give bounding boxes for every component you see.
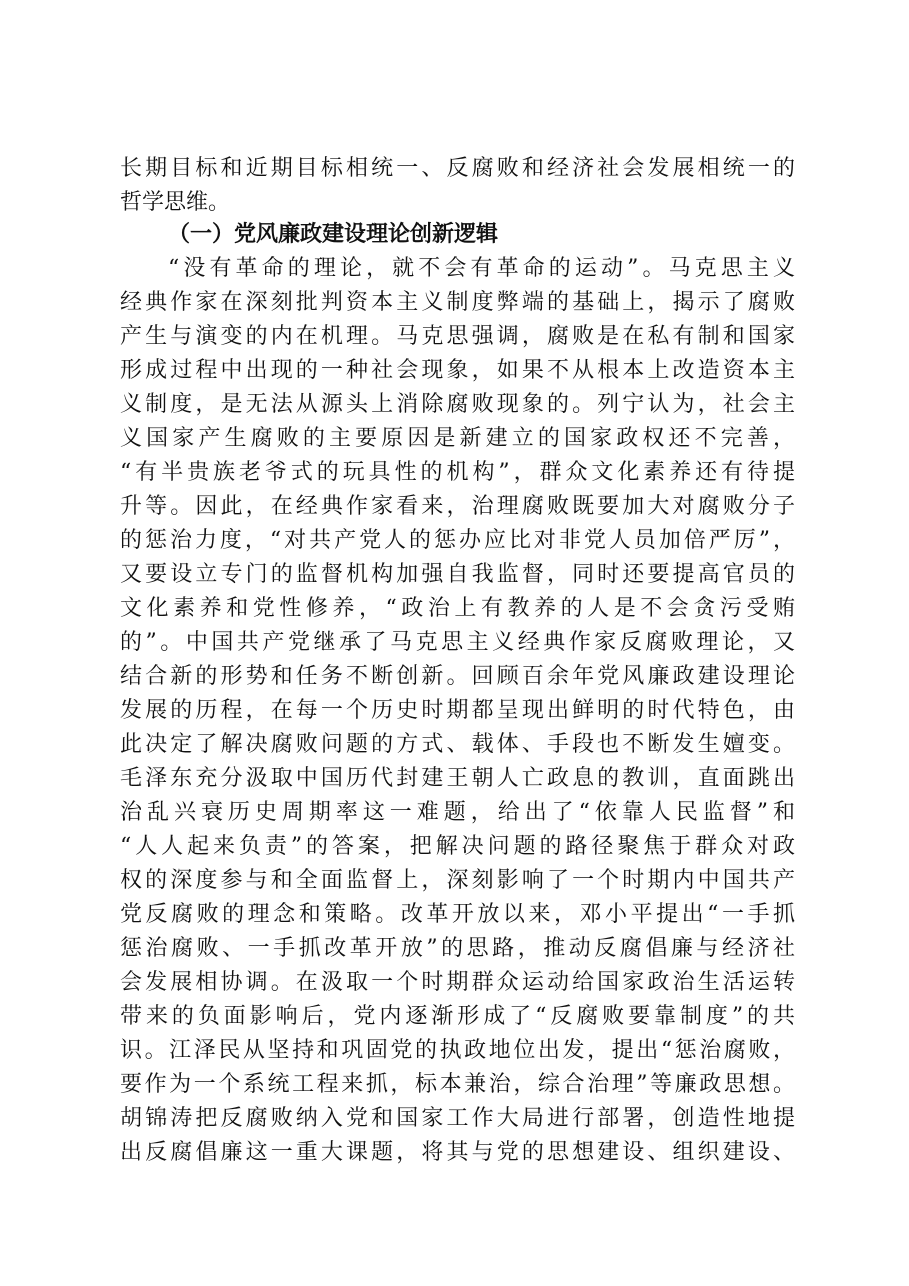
paragraph-line: 要作为一个系统工程来抓，标本兼治，综合治理”等廉政思想。	[120, 1072, 795, 1097]
paragraph-line: 出反腐倡廉这一重大课题，将其与党的思想建设、组织建设、	[120, 1140, 795, 1165]
paragraph-line: 升等。因此，在经典作家看来，治理腐败既要加大对腐败分子	[120, 494, 795, 519]
paragraph-line: 义国家产生腐败的主要原因是新建立的国家政权还不完善，	[120, 426, 795, 451]
paragraph-line: 产生与演变的内在机理。马克思强调，腐败是在私有制和国家	[120, 324, 795, 349]
paragraph-line: 会发展相协调。在汲取一个时期群众运动给国家政治生活运转	[120, 970, 795, 995]
paragraph-line: 形成过程中出现的一种社会现象，如果不从根本上改造资本主	[120, 358, 795, 383]
paragraph-line: 长期目标和近期目标相统一、反腐败和经济社会发展相统一的	[120, 156, 795, 181]
paragraph-line: 哲学思维。	[120, 190, 231, 215]
section-heading: （一）党风廉政建设理论创新逻辑	[168, 222, 499, 247]
paragraph-line: 义制度，是无法从源头上消除腐败现象的。列宁认为，社会主	[120, 392, 795, 417]
paragraph-line: 权的深度参与和全面监督上，深刻影响了一个时期内中国共产	[120, 868, 795, 893]
paragraph-line: “没有革命的理论，就不会有革命的运动”。马克思主义	[168, 256, 795, 281]
paragraph-line: 的惩治力度，“对共产党人的惩办应比对非党人员加倍严厉”，	[120, 528, 795, 553]
paragraph-line: 此决定了解决腐败问题的方式、载体、手段也不断发生嬗变。	[120, 732, 795, 757]
paragraph-line: 又要设立专门的监督机构加强自我监督，同时还要提高官员的	[120, 562, 795, 587]
paragraph-line: 的”。中国共产党继承了马克思主义经典作家反腐败理论，又	[120, 630, 795, 655]
paragraph-line: 带来的负面影响后，党内逐渐形成了“反腐败要靠制度”的共	[120, 1004, 795, 1029]
paragraph-line: 发展的历程，在每一个历史时期都呈现出鲜明的时代特色，由	[120, 698, 795, 723]
paragraph-line: 识。江泽民从坚持和巩固党的执政地位出发，提出“惩治腐败，	[120, 1038, 795, 1063]
paragraph-line: “有半贵族老爷式的玩具性的机构”，群众文化素养还有待提	[120, 460, 795, 485]
paragraph-line: 结合新的形势和任务不断创新。回顾百余年党风廉政建设理论	[120, 664, 795, 689]
paragraph-line: “人人起来负责”的答案，把解决问题的路径聚焦于群众对政	[120, 834, 795, 859]
paragraph-line: 文化素养和党性修养，“政治上有教养的人是不会贪污受贿	[120, 596, 795, 621]
paragraph-line: 经典作家在深刻批判资本主义制度弊端的基础上，揭示了腐败	[120, 290, 795, 315]
paragraph-line: 毛泽东充分汲取中国历代封建王朝人亡政息的教训，直面跳出	[120, 766, 795, 791]
paragraph-line: 治乱兴衰历史周期率这一难题，给出了“依靠人民监督”和	[120, 800, 795, 825]
paragraph-line: 党反腐败的理念和策略。改革开放以来，邓小平提出“一手抓	[120, 902, 795, 927]
paragraph-line: 胡锦涛把反腐败纳入党和国家工作大局进行部署，创造性地提	[120, 1106, 795, 1131]
paragraph-line: 惩治腐败、一手抓改革开放”的思路，推动反腐倡廉与经济社	[120, 936, 795, 961]
